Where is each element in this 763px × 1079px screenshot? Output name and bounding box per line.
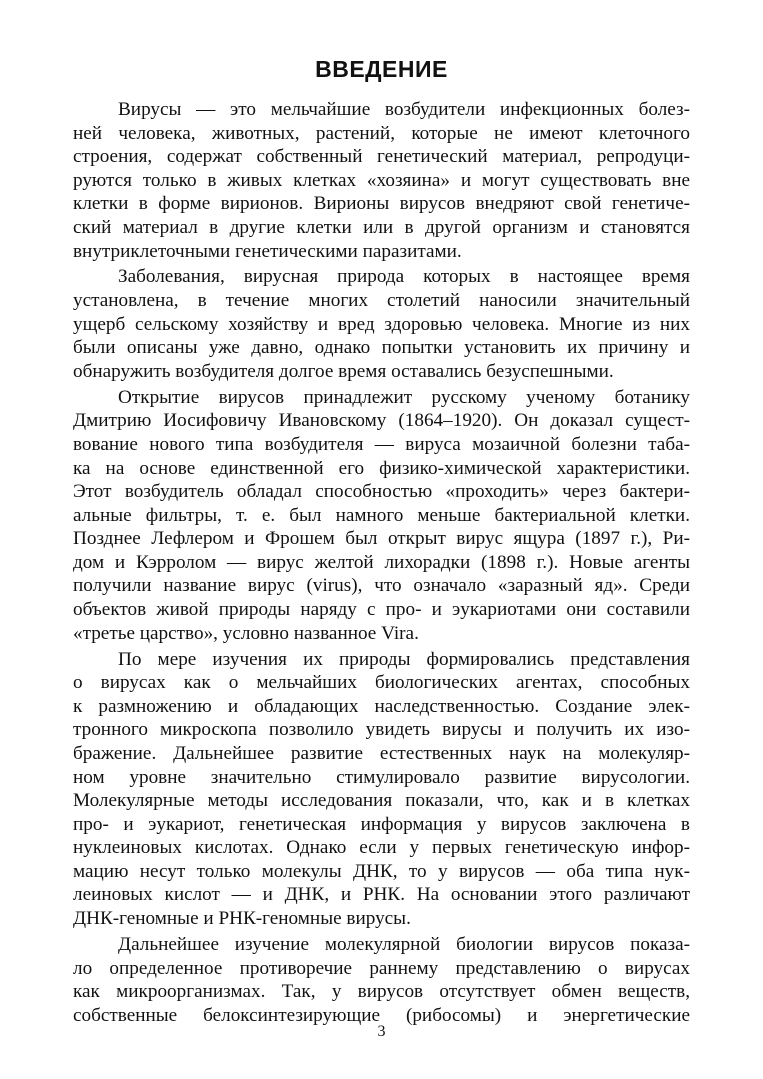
text-line: Молекулярные методы исследования показали, что, как и в клетках [73,790,690,812]
text-line: ней человека, животных, растений, которые не имеют клеточного [73,122,690,144]
text-line: бражение. Дальнейшее развитие естественных наук на молекуляр- [73,742,690,764]
text-line: «третье царство», условно названное Vira. [73,622,419,644]
text-line: тронного микроскопа позволило увидеть вирусы и получить их изо- [73,719,690,741]
text-line: объектов живой природы наряду с про- и эукариотами они составили [73,599,690,621]
page-title: ВВЕДЕНИЕ [315,56,448,82]
body-text [73,98,690,1027]
text-line: вование нового типа возбудителя — вируса мозаичной болезни таба- [73,433,690,455]
text-line: про- и эукариот, генетическая информация у вирусов заключена в [73,813,690,835]
text-line: руются только в живых клетках «хозяина» и могут существовать вне [73,169,690,191]
text-line: Позднее Лефлером и Фрошем был открыт вирус ящура (1897 г.), Ри- [73,528,690,550]
paragraph [73,265,690,383]
page-number: 3 [377,1023,386,1040]
text-line: ном уровне значительно стимулировало развитие вирусологии. [73,766,690,788]
text-line: как микроорганизмах. Так, у вирусов отсутствует обмен веществ, [73,981,690,1003]
text-line: установлена, в течение многих столетий наносили значительный [73,290,690,312]
text-line: внутриклеточными генетическими паразитами. [73,240,462,262]
text-line: мацию несут только молекулы ДНК, то у вирусов — оба типа нук- [73,860,690,882]
text-line: ДНК-геномные и РНК-геномные вирусы. [73,908,411,930]
text-line: ущерб сельскому хозяйству и вред здоровью человека. Многие из них [73,313,690,335]
text-line: ло определенное противоречие раннему представлению о вирусах [73,957,690,979]
text-line: ка на основе единственной его физико-химической характеристики. [73,457,690,479]
text-line: дом и Кэрролом — вирус желтой лихорадки (1898 г.). Новые агенты [73,551,690,573]
text-line: были описаны уже давно, однако попытки установить их причину и [73,337,690,359]
text-line: альные фильтры, т. е. был намного меньше бактериальной клетки. [73,504,690,526]
text-line: Открытие вирусов принадлежит русскому ученому ботанику [118,386,690,408]
text-line: обнаружить возбудителя долгое время оставались безуспешными. [73,360,614,382]
text-line: о вирусах как о мельчайших биологических агентах, способных [73,672,690,694]
paragraph [73,933,690,1027]
text-line: леиновых кислот — и ДНК, и РНК. На основании этого различают [73,884,690,906]
text-line: строения, содержат собственный генетический материал, репродуци- [73,146,690,168]
text-line: Дмитрию Иосифовичу Ивановскому (1864–1920). Он доказал сущест- [73,410,690,432]
text-line: нуклеиновых кислотах. Однако если у первых генетическую инфор- [73,837,690,859]
paragraph [73,648,690,931]
paragraph [73,98,690,263]
text-line: собственные белоксинтезирующие (рибосомы) и энергетические [73,1004,690,1026]
text-line: По мере изучения их природы формировались представления [118,648,690,670]
paragraph [73,386,690,646]
text-line: Заболевания, вирусная природа которых в настоящее время [118,266,690,288]
text-line: ский материал в другие клетки или в другой организм и становятся [73,216,690,238]
text-line: получили название вирус (virus), что означало «заразный яд». Среди [73,575,690,597]
text-line: Вирусы — это мельчайшие возбудители инфекционных болез- [118,99,690,120]
text-line: Этот возбудитель обладал способностью «проходить» через бактери- [73,481,690,503]
text-line: Дальнейшее изучение молекулярной биологии вирусов показа- [118,933,690,955]
text-line: клетки в форме вирионов. Вирионы вирусов внедряют свой генетиче- [73,193,690,215]
text-line: к размножению и обладающих наследственностью. Создание элек- [73,695,690,717]
